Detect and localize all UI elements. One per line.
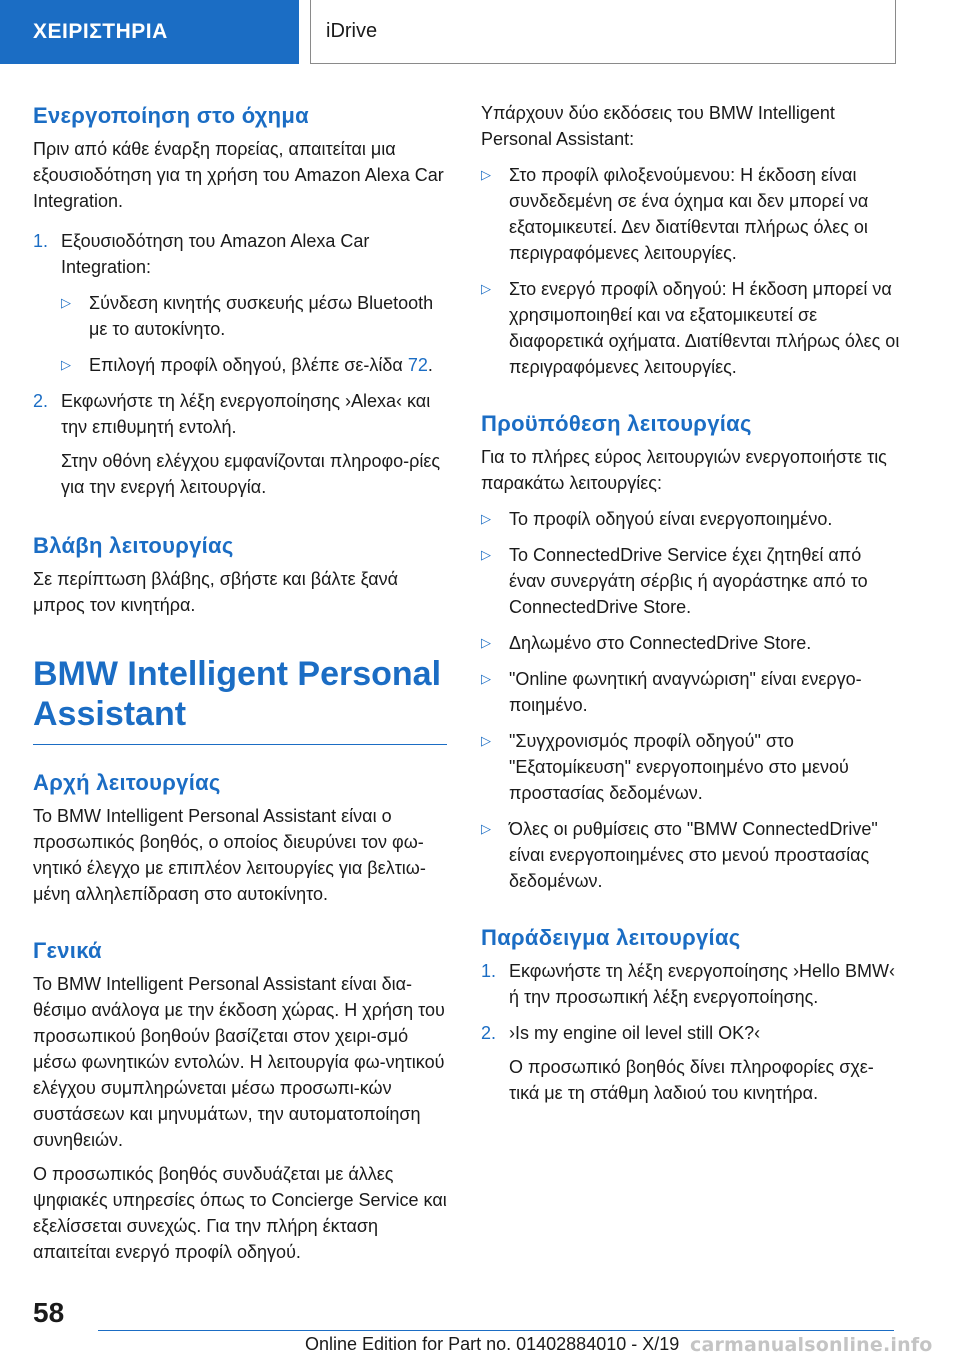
step-number: 2. bbox=[33, 391, 49, 411]
bullet-text: Στο ενεργό προφίλ οδηγού: Η έκδοση μπορεί να χρησιμοποιηθεί και να εξατομικευτεί σε διαφορετικά οχήματα. Διατίθενται πλήρως όλες οι περιγραφόμενες λειτουργίες. bbox=[509, 279, 900, 377]
bullet-text: Όλες οι ρυθμίσεις στο "BMW ConnectedDrive" είναι ενεργοποιημένες στο μενού προστασίας δεδομένων. bbox=[509, 819, 878, 891]
triangle-right-icon: ▷ bbox=[481, 635, 491, 650]
bullet-text: "Online φωνητική αναγνώριση" είναι ενεργο-ποιημένο. bbox=[509, 669, 862, 715]
step-item bbox=[33, 228, 451, 280]
chapter-divider bbox=[33, 744, 447, 745]
paragraph-general-1: Το BMW Intelligent Personal Assistant είναι δια-θέσιμο ανάλογα με την έκδοση χώρας. Η χρήση του προσωπικού βοηθούν βασίζεται στον χειρι-σμό μέσω φωνητικών εντολών. Η λειτουργία φω-νητικού ελέγχου συμπληρώνεται μέσω προσωπι-κών συστάσεων και μηνυμάτων, την αυτοματοποίηση συνηθειών. bbox=[33, 974, 445, 1150]
bullet-item bbox=[61, 290, 451, 342]
footer-edition: Online Edition for Part no. 01402884010 - X/19 bbox=[305, 1334, 680, 1354]
heading-activation: Ενεργοποίηση στο όχημα bbox=[33, 103, 309, 128]
page-number: 58 bbox=[33, 1297, 65, 1328]
step-number: 1. bbox=[481, 961, 497, 981]
triangle-right-icon: ▷ bbox=[481, 547, 491, 562]
chapter-tab: iDrive bbox=[310, 0, 896, 64]
bullet-item bbox=[61, 352, 451, 378]
triangle-right-icon: ▷ bbox=[481, 511, 491, 526]
paragraph-requirements: Για το πλήρες εύρος λειτουργιών ενεργοποιήστε τις παρακάτω λειτουργίες: bbox=[481, 447, 887, 493]
step-note: Στην οθόνη ελέγχου εμφανίζονται πληροφο-ρίες για την ενεργή λειτουργία. bbox=[61, 451, 441, 497]
bullet-text: Το προφίλ οδηγού είναι ενεργοποιημένο. bbox=[509, 509, 833, 529]
paragraph-principle: Το BMW Intelligent Personal Assistant είναι ο προσωπικός βοηθός, ο οποίος διευρύνει τον φω-νητικό έλεγχο με επιπλέον λειτουργίες για βελτιω-μένη αλληλεπίδραση στο αυτοκίνητο. bbox=[33, 806, 426, 904]
heading-example: Παράδειγμα λειτουργίας bbox=[481, 925, 741, 950]
triangle-right-icon: ▷ bbox=[61, 357, 71, 372]
triangle-right-icon: ▷ bbox=[61, 295, 71, 310]
step-text: ›Is my engine oil level still OK?‹ bbox=[509, 1023, 761, 1043]
heading-general: Γενικά bbox=[33, 938, 102, 963]
step-number: 1. bbox=[33, 231, 49, 251]
right-column bbox=[481, 100, 901, 1106]
footer-divider bbox=[98, 1330, 894, 1331]
section-tab: ΧΕΙΡΙΣΤΗΡΙΑ bbox=[0, 0, 299, 64]
watermark: carmanualsonline.info bbox=[690, 1334, 933, 1356]
bullet-text: Δηλωμένο στο ConnectedDrive Store. bbox=[509, 633, 812, 653]
bullet-item bbox=[481, 666, 901, 718]
bullet-item bbox=[481, 630, 901, 656]
chapter-title-line2: Assistant bbox=[33, 695, 187, 733]
triangle-right-icon: ▷ bbox=[481, 167, 491, 182]
step-text: Εκφωνήστε τη λέξη ενεργοποίησης ›Hello BMW‹ ή την προσωπική λέξη ενεργοποίησης. bbox=[509, 961, 896, 1007]
bullet-item bbox=[481, 542, 901, 620]
bullet-text: Σύνδεση κινητής συσκευής μέσω Bluetooth με το αυτοκίνητο. bbox=[89, 293, 434, 339]
paragraph-activation: Πριν από κάθε έναρξη πορείας, απαιτείται μια εξουσιοδότηση για τη χρήση του Amazon Alexa Car Integration. bbox=[33, 139, 444, 211]
triangle-right-icon: ▷ bbox=[481, 821, 491, 836]
bullet-item bbox=[481, 162, 901, 266]
step-text: Εξουσιοδότηση του Amazon Alexa Car Integration: bbox=[61, 231, 370, 277]
bullet-text-end: . bbox=[427, 355, 433, 375]
heading-principle: Αρχή λειτουργίας bbox=[33, 770, 221, 795]
heading-requirements: Προϋπόθεση λειτουργίας bbox=[481, 411, 752, 436]
step-number: 2. bbox=[481, 1023, 497, 1043]
step-item bbox=[33, 388, 451, 440]
bullet-item bbox=[481, 276, 901, 380]
bullet-item bbox=[481, 816, 901, 894]
left-column bbox=[33, 100, 451, 1265]
triangle-right-icon: ▷ bbox=[481, 733, 491, 748]
paragraph-general-2: Ο προσωπικός βοηθός συνδυάζεται με άλλες ψηφιακές υπηρεσίες όπως το Concierge Service και εξελίσσεται συνεχώς. Για την πλήρη έκταση απαιτείται ενεργό προφίλ οδηγού. bbox=[33, 1164, 447, 1262]
bullet-text: Επιλογή προφίλ οδηγού, βλέπε σε-λίδα bbox=[89, 355, 403, 375]
chapter-title-line1: BMW Intelligent Personal bbox=[33, 655, 442, 693]
bullet-text: Το ConnectedDrive Service έχει ζητηθεί από έναν συνεργάτη σέρβις ή αγοράστηκε από το ConnectedDrive Store. bbox=[509, 545, 868, 617]
step-item bbox=[481, 958, 901, 1010]
heading-malfunction: Βλάβη λειτουργίας bbox=[33, 533, 234, 558]
bullet-item bbox=[481, 506, 901, 532]
paragraph-malfunction: Σε περίπτωση βλάβης, σβήστε και βάλτε ξανά μπρος τον κινητήρα. bbox=[33, 569, 399, 615]
step-text: Εκφωνήστε τη λέξη ενεργοποίησης ›Alexa‹ και την επιθυμητή εντολή. bbox=[61, 391, 431, 437]
bullet-item bbox=[481, 728, 901, 806]
bullet-text: Στο προφίλ φιλοξενούμενου: Η έκδοση είναι συνδεδεμένη σε ένα όχημα και δεν μπορεί να εξατομικευτεί. Δεν διατίθενται πλήρως όλες οι περιγραφόμενες λειτουργίες. bbox=[509, 165, 869, 263]
step-note: Ο προσωπικό βοηθός δίνει πληροφορίες σχε-τικά με τη στάθμη λαδιού του κινητήρα. bbox=[509, 1057, 874, 1103]
page-link[interactable]: 72 bbox=[407, 355, 428, 375]
paragraph-versions: Υπάρχουν δύο εκδόσεις του BMW Intelligent Personal Assistant: bbox=[481, 103, 835, 149]
bullet-text: "Συγχρονισμός προφίλ οδηγού" στο "Εξατομίκευση" ενεργοποιημένο στο μενού προστασίας δεδομένων. bbox=[509, 731, 849, 803]
triangle-right-icon: ▷ bbox=[481, 281, 491, 296]
triangle-right-icon: ▷ bbox=[481, 671, 491, 686]
step-item bbox=[481, 1020, 901, 1046]
